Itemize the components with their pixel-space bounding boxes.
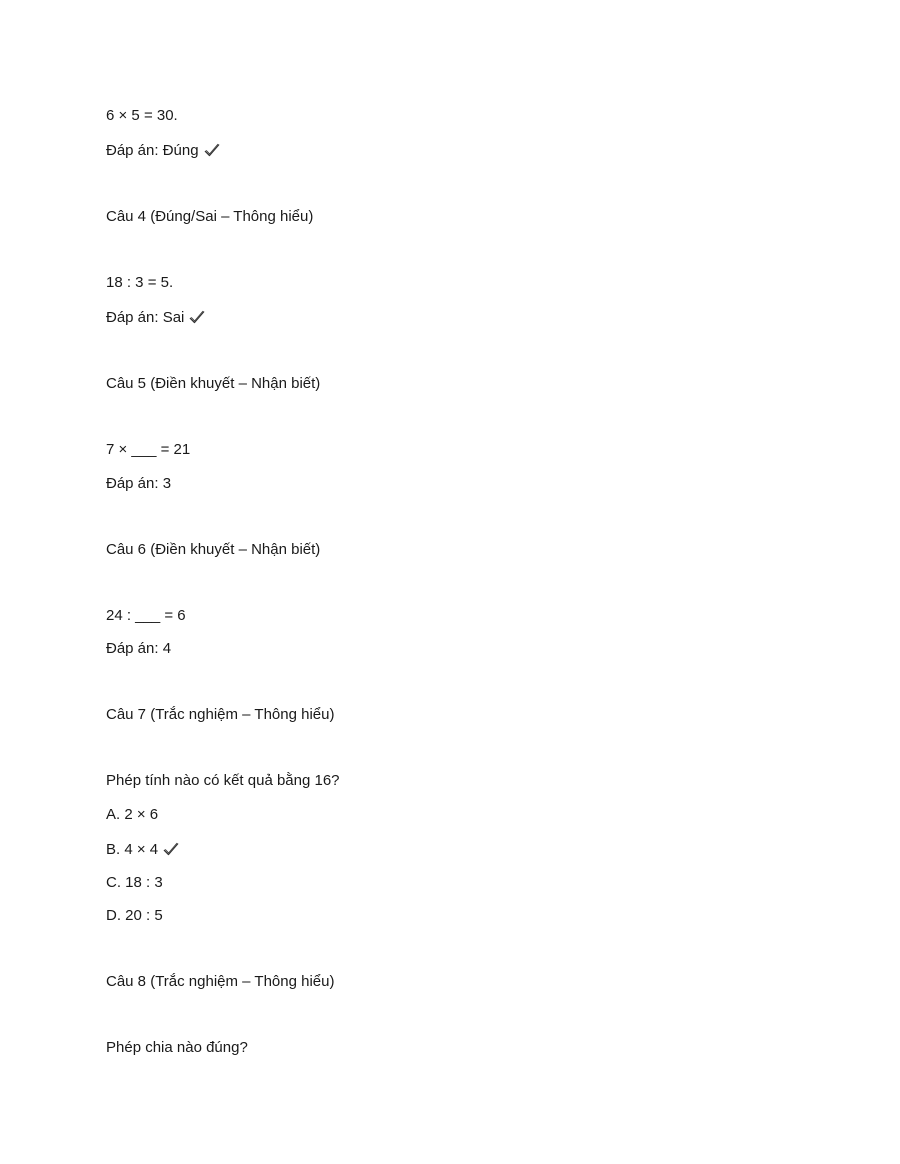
- answer-q5: [106, 474, 171, 494]
- answer-q5-text: Đáp án: 3: [106, 475, 172, 492]
- check-mark-icon: [188, 309, 206, 325]
- option-d: [106, 906, 163, 926]
- option-b: [106, 840, 180, 860]
- check-mark-icon: [203, 142, 221, 158]
- fill-blank-q5-text: 7 × ___ = 21: [106, 441, 191, 458]
- option-b-text: B. 4 × 4: [106, 841, 159, 858]
- option-c-text: C. 18 : 3: [106, 874, 163, 891]
- fill-blank-q6: [106, 606, 186, 626]
- question-heading-4-text: Câu 4 (Đúng/Sai – Thông hiểu): [106, 208, 314, 225]
- answer-q4: [106, 308, 206, 328]
- question-prompt-7-text: Phép tính nào có kết quả bằng 16?: [106, 772, 340, 789]
- answer-q3: [106, 141, 221, 161]
- option-a-text: A. 2 × 6: [106, 806, 159, 823]
- statement-q4: [106, 273, 173, 293]
- statement-q3-text: 6 × 5 = 30.: [106, 107, 178, 124]
- question-prompt-8: [106, 1038, 248, 1058]
- check-mark-icon: [162, 841, 180, 857]
- answer-q4-text: Đáp án: Sai: [106, 309, 185, 326]
- question-prompt-7: [106, 771, 340, 791]
- question-heading-4: [106, 207, 313, 227]
- option-c: [106, 873, 163, 893]
- answer-q3-text: Đáp án: Đúng: [106, 142, 199, 159]
- question-heading-7: [106, 705, 334, 725]
- answer-q6: [106, 639, 171, 659]
- question-heading-5: [106, 374, 320, 394]
- answer-q6-text: Đáp án: 4: [106, 640, 172, 657]
- option-a: [106, 805, 158, 825]
- question-heading-8-text: Câu 8 (Trắc nghiệm – Thông hiểu): [106, 973, 335, 990]
- option-d-text: D. 20 : 5: [106, 907, 163, 924]
- question-heading-6-text: Câu 6 (Điền khuyết – Nhận biết): [106, 541, 321, 558]
- question-prompt-8-text: Phép chia nào đúng?: [106, 1039, 248, 1056]
- fill-blank-q5: [106, 440, 190, 460]
- question-heading-7-text: Câu 7 (Trắc nghiệm – Thông hiểu): [106, 706, 335, 723]
- question-heading-5-text: Câu 5 (Điền khuyết – Nhận biết): [106, 375, 321, 392]
- statement-q3: [106, 106, 178, 126]
- fill-blank-q6-text: 24 : ___ = 6: [106, 607, 186, 624]
- question-heading-8: [106, 972, 334, 992]
- question-heading-6: [106, 540, 320, 560]
- statement-q4-text: 18 : 3 = 5.: [106, 274, 174, 291]
